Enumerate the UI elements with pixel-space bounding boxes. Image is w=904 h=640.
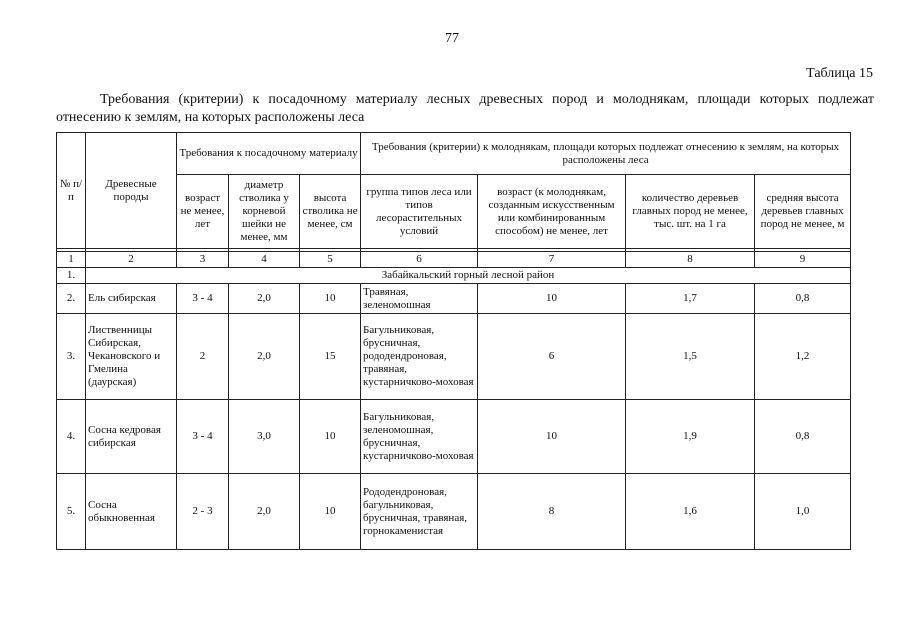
header-num: № п/п: [57, 133, 86, 249]
diameter-cell: 3,0: [229, 400, 300, 474]
table-row: [57, 400, 851, 474]
avg-height-cell: 1,0: [755, 474, 851, 550]
avg-height-cell: 1,2: [755, 314, 851, 400]
diameter-cell: 2,0: [229, 314, 300, 400]
forest-type-cell: Рододендроновая, багульниковая, брусничная, травяная, горнокаменистая: [361, 474, 478, 550]
species-cell: Лиственницы Сибирская, Чекановского и Гмелина (даурская): [86, 314, 177, 400]
column-number: 3: [177, 252, 229, 268]
header-species: Древесные породы: [86, 133, 177, 249]
forest-type-cell: Багульниковая, зеленомошная, брусничная, кустарничково-моховая: [361, 400, 478, 474]
forest-type-cell: Травяная, зеленомошная: [361, 284, 478, 314]
column-number: 5: [300, 252, 361, 268]
page-number: 77: [445, 31, 459, 46]
age-cell: 3 - 4: [177, 400, 229, 474]
column-number-row: [57, 252, 851, 268]
header-avg-height: средняя высота деревьев главных пород не менее, м: [755, 175, 851, 249]
avg-height-cell: 0,8: [755, 400, 851, 474]
table-row: [57, 314, 851, 400]
header-forest-type: группа типов леса или типов лесорастительных условий: [361, 175, 478, 249]
table-row: [57, 474, 851, 550]
age-cell: 3 - 4: [177, 284, 229, 314]
diameter-cell: 2,0: [229, 474, 300, 550]
age-cell: 2 - 3: [177, 474, 229, 550]
young-age-cell: 8: [478, 474, 626, 550]
column-number: 4: [229, 252, 300, 268]
young-age-cell: 6: [478, 314, 626, 400]
header-group-young: Требования (критерии) к молоднякам, площади которых подлежат отнесению к землям, на которых расположены леса: [361, 133, 851, 175]
column-number: 6: [361, 252, 478, 268]
tree-count-cell: 1,7: [626, 284, 755, 314]
row-num: 5.: [57, 474, 86, 550]
header-height: высота стволика не менее, см: [300, 175, 361, 249]
table-row: [57, 284, 851, 314]
avg-height-cell: 0,8: [755, 284, 851, 314]
requirements-table-wrapper: [56, 132, 850, 550]
table-caption: Требования (критерии) к посадочному материалу лесных древесных пород и молоднякам, площади которых подлежат отнесению к землям, на которых расположены леса: [56, 92, 874, 125]
column-number: 7: [478, 252, 626, 268]
header-row-group: [57, 133, 851, 175]
species-cell: Сосна обыкновенная: [86, 474, 177, 550]
header-young-age: возраст (к молоднякам, созданным искусственным или комбинированным способом) не менее, лет: [478, 175, 626, 249]
column-number: 9: [755, 252, 851, 268]
tree-count-cell: 1,6: [626, 474, 755, 550]
tree-count-cell: 1,5: [626, 314, 755, 400]
age-cell: 2: [177, 314, 229, 400]
species-cell: Сосна кедровая сибирская: [86, 400, 177, 474]
header-age: возраст не менее, лет: [177, 175, 229, 249]
young-age-cell: 10: [478, 400, 626, 474]
row-num: 3.: [57, 314, 86, 400]
height-cell: 10: [300, 474, 361, 550]
section-num: 1.: [57, 268, 86, 284]
table-number: Таблица 15: [806, 66, 873, 81]
header-row-columns: [57, 175, 851, 249]
section-title: Забайкальский горный лесной район: [86, 268, 851, 284]
row-num: 4.: [57, 400, 86, 474]
height-cell: 15: [300, 314, 361, 400]
header-diameter: диаметр стволика у корневой шейки не менее, мм: [229, 175, 300, 249]
forest-type-cell: Багульниковая, брусничная, рододендроновая, травяная, кустарничково-моховая: [361, 314, 478, 400]
species-cell: Ель сибирская: [86, 284, 177, 314]
height-cell: 10: [300, 400, 361, 474]
height-cell: 10: [300, 284, 361, 314]
column-number: 8: [626, 252, 755, 268]
diameter-cell: 2,0: [229, 284, 300, 314]
young-age-cell: 10: [478, 284, 626, 314]
section-row: [57, 268, 851, 284]
header-tree-count: количество деревьев главных пород не менее, тыс. шт. на 1 га: [626, 175, 755, 249]
header-group-seedlings: Требования к посадочному материалу: [177, 133, 361, 175]
column-number: 2: [86, 252, 177, 268]
tree-count-cell: 1,9: [626, 400, 755, 474]
requirements-table: [56, 132, 851, 550]
column-number: 1: [57, 252, 86, 268]
row-num: 2.: [57, 284, 86, 314]
